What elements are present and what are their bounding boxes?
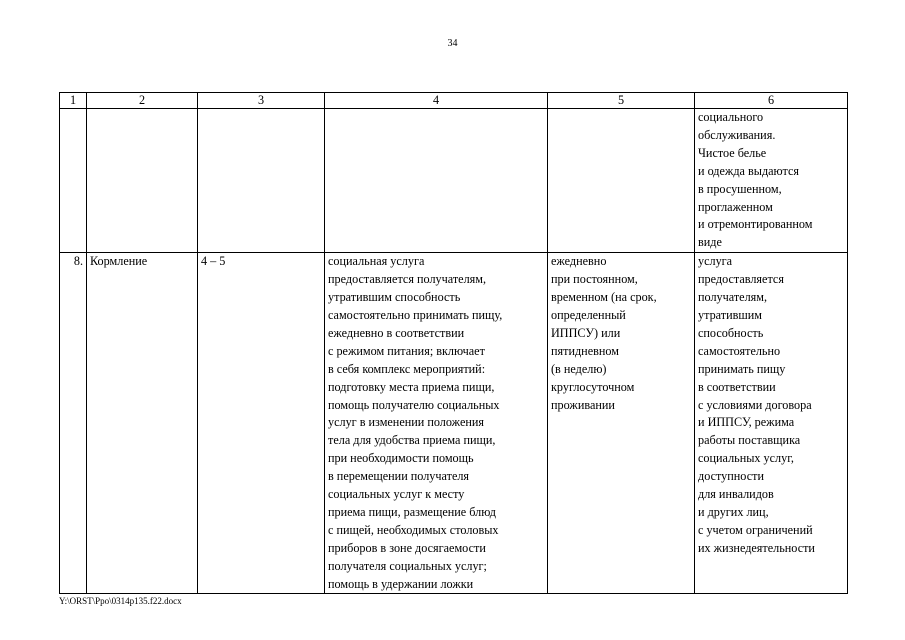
tariff-cell bbox=[198, 109, 325, 253]
service-name-cell bbox=[87, 109, 198, 253]
header-cell-5: 5 bbox=[548, 93, 695, 109]
footer-file-path: Y:\ORST\Ppo\0314p135.f22.docx bbox=[59, 596, 182, 606]
page-number: 34 bbox=[447, 38, 458, 49]
conditions-cell: социального обслуживания. Чистое белье и одежда выдаются в просушенном, проглаженном и отремонтированном виде bbox=[695, 109, 848, 253]
tariff-cell: 4 – 5 bbox=[198, 253, 325, 594]
header-cell-6: 6 bbox=[695, 93, 848, 109]
frequency-cell bbox=[548, 109, 695, 253]
description-cell: социальная услуга предоставляется получателям, утратившим способность самостоятельно принимать пищу, ежедневно в соответствии с режимом питания; включает в себя комплекс мероприятий: подготовку места приема пищи, помощь получателю социальных услуг в изменении положения тела для удобства приема пищи, при необходимости помощь в перемещении получателя социальных услуг к месту приема пищи, размещение блюд с пищей, необходимых столовых приборов в зоне досягаемости получателя социальных услуг; помощь в удержании ложки bbox=[325, 253, 548, 594]
conditions-cell: услуга предоставляется получателям, утратившим способность самостоятельно принимать пищу в соответствии с условиями договора и ИППСУ, режима работы поставщика социальных услуг, доступности для инвалидов и других лиц, с учетом ограничений их жизнедеятельности bbox=[695, 253, 848, 594]
header-cell-4: 4 bbox=[325, 93, 548, 109]
row-number-cell bbox=[60, 109, 87, 253]
description-cell bbox=[325, 109, 548, 253]
row-number-cell: 8. bbox=[60, 253, 87, 594]
table-row-continuation bbox=[60, 109, 848, 253]
services-table bbox=[59, 92, 848, 594]
header-cell-3: 3 bbox=[198, 93, 325, 109]
header-cell-2: 2 bbox=[87, 93, 198, 109]
frequency-cell: ежедневно при постоянном, временном (на срок, определенный ИППСУ) или пятидневном (в неделю) круглосуточном проживании bbox=[548, 253, 695, 594]
table-row-8 bbox=[60, 253, 848, 594]
header-cell-1: 1 bbox=[60, 93, 87, 109]
table-header-row bbox=[60, 93, 848, 109]
service-name-cell: Кормление bbox=[87, 253, 198, 594]
